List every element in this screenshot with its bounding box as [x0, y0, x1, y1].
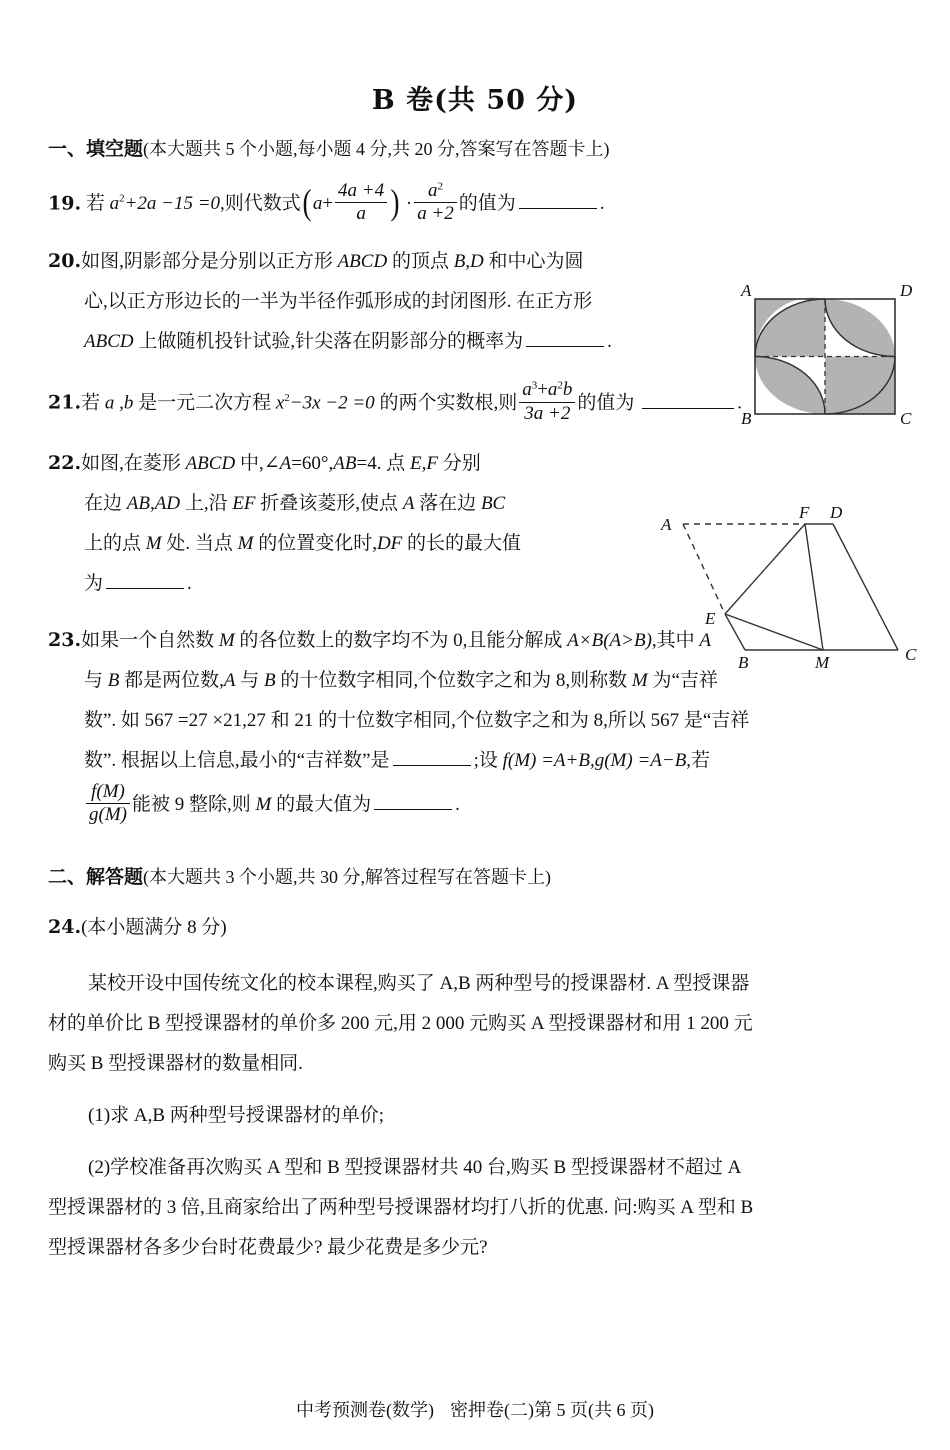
p23-l1b: 的各位数上的数字均不为 0,且能分解成	[239, 630, 563, 652]
p19-dot: ·	[405, 192, 413, 214]
problem-24-question-2-line-2: 型授课器材的 3 倍,且商家给出了两种型号授课器材均打八折的优惠. 问:购买 A 型和 B	[48, 1196, 754, 1218]
problem-24-stem-line-2: 材的单价比 B 型授课器材的单价多 200 元,用 2 000 元购买 A 型授课器材和用 1 200 元	[48, 1012, 753, 1034]
p20-l3-tail: .	[607, 331, 612, 353]
p24-q1: (1)求 A,B 两种型号授课器材的单价;	[88, 1104, 385, 1126]
p19-frac2-num-a: a	[427, 179, 438, 201]
p21-eq-x: x	[275, 392, 285, 414]
p22-l3d: 的长的最大值	[407, 533, 522, 555]
p19-fraction-2	[414, 180, 457, 226]
section-header-fill-in-blanks	[48, 135, 902, 165]
rhombus-labels	[660, 503, 917, 672]
p23-l1-axb: A×B(A>B)	[567, 630, 652, 652]
p22-l2-BC: BC	[480, 493, 506, 515]
problem-19-text	[85, 179, 605, 224]
p22-l1a: 如图,在菱形	[81, 453, 181, 475]
p22-l3c: 的位置变化时,	[258, 533, 377, 555]
p21-fraction	[519, 379, 575, 425]
p19-seg3: 的值为	[458, 192, 516, 214]
p22-l3b: 处. 当点	[166, 533, 233, 555]
problem-23-line-3: 数”. 如 567 =27 ×21,27 和 21 的十位数字相同,个位数字之和为 8,所以 567 是“吉祥	[84, 710, 750, 732]
p21-ab: a ,b	[104, 392, 134, 414]
line-FE	[725, 524, 805, 614]
p20-answer-blank[interactable]	[526, 330, 604, 347]
p21-answer-blank[interactable]	[642, 392, 734, 409]
p24-stem-l1: 某校开设中国传统文化的校本课程,购买了 A,B 两种型号的授课器材. A 型授课器	[88, 972, 750, 994]
page-footer	[0, 1396, 950, 1422]
rhombus-label-B: B	[738, 653, 749, 672]
section-1-name: 一、填空题	[48, 138, 144, 160]
p19-frac1-num: 4a +4	[335, 180, 387, 203]
p21-seg1: 若	[81, 392, 101, 414]
p19-expr-a-sup: 2	[119, 192, 125, 205]
problem-19	[48, 179, 902, 228]
exam-page	[0, 78, 950, 1450]
problem-24-stem-line-1	[48, 964, 902, 1004]
p19-frac1-den: a	[356, 202, 366, 224]
p22-l2-AD: AD	[154, 493, 181, 515]
rhombus-label-C: C	[905, 645, 917, 664]
p21-frac-num-a-sup: 3	[531, 380, 538, 393]
p21-frac-num-a: a	[522, 379, 532, 401]
problem-21-number: 21.	[48, 391, 82, 414]
p23-frac-num: f(M)	[86, 781, 130, 804]
problem-24-header	[48, 907, 902, 948]
p20-l1-abcd: ABCD	[337, 251, 388, 273]
p21-frac-num-b: b	[562, 379, 573, 401]
figure-problem-22	[653, 502, 928, 677]
p22-l2-A: A	[402, 493, 415, 515]
rhombus-label-A: A	[661, 515, 672, 534]
p19-frac2-num	[414, 180, 457, 203]
p19-paren-open: (	[302, 182, 312, 223]
p19-expr-rest: +2a −15 =0	[124, 192, 221, 214]
p19-paren-close: )	[390, 182, 400, 223]
p22-l2-EF: EF	[232, 493, 256, 515]
p23-l1-M: M	[218, 630, 235, 652]
p23-l4-f: f(M) =A+B,g(M) =A−B	[502, 750, 687, 772]
p23-l1a: 如果一个自然数	[81, 630, 215, 652]
square-label-B: B	[741, 409, 752, 428]
page-title: B 卷(共 50 分)	[371, 85, 579, 116]
problem-24-number: 24.	[48, 915, 82, 938]
p21-frac-num-plus: +	[537, 379, 548, 401]
p22-l1e: 分别	[442, 453, 481, 475]
problem-24-question-2-line-1	[48, 1148, 902, 1188]
line-EM	[725, 614, 823, 650]
p22-l1-AB: AB	[333, 453, 357, 475]
footer-volume: 密押卷(二)第 5 页(共 6 页)	[450, 1400, 654, 1420]
p23-l2e: 为“吉祥	[652, 670, 718, 692]
p22-l2-AB: AB	[126, 493, 150, 515]
rhombus-label-E: E	[705, 609, 716, 628]
p21-seg3: 的两个实数根,则	[379, 392, 518, 414]
p20-l1b: 的顶点	[391, 251, 449, 273]
p19-tail: .	[599, 192, 605, 214]
rhombus-label-D: D	[830, 503, 843, 522]
section-2-desc: (本大题共 3 个小题,共 30 分,解答过程写在答题卡上)	[143, 867, 552, 888]
p22-l2c: 上,沿	[184, 493, 228, 515]
p22-l3-DF: DF	[376, 533, 403, 555]
rhombus-solid-lines	[725, 524, 898, 650]
square-label-A: A	[741, 281, 752, 300]
p22-l1c: =60°,	[291, 453, 334, 475]
p20-l3a: 上做随机投针试验,针尖落在阴影部分的概率为	[138, 331, 524, 353]
p23-l4b: ;设	[473, 750, 498, 772]
p23-l1-A: A	[699, 630, 712, 652]
problem-20-line-2: 心,以正方形边长的一半为半径作弧形成的封闭图形. 在正方形	[84, 291, 593, 313]
p20-l3-abcd: ABCD	[84, 331, 134, 353]
rhombus-abcd-diagram	[653, 502, 928, 672]
p22-l1d: =4. 点	[356, 453, 406, 475]
p22-l3-M2: M	[237, 533, 254, 555]
p22-l3a: 上的点	[84, 533, 142, 555]
p19-inner-a: a	[312, 192, 323, 214]
p22-l3-M: M	[145, 533, 162, 555]
square-abcd-diagram	[730, 274, 920, 434]
rhombus-label-M: M	[815, 653, 830, 672]
p23-l5-M: M	[255, 794, 272, 816]
p20-l1a: 如图,阴影部分是分别以正方形	[81, 251, 333, 273]
p22-l4: 为	[84, 573, 104, 595]
p19-seg2: ,则代数式	[220, 192, 301, 214]
p19-seg1: 若	[85, 192, 105, 214]
problem-24	[48, 907, 902, 1268]
p23-l2-B2: B	[264, 670, 276, 692]
line-DC	[833, 524, 898, 650]
square-label-D: D	[900, 281, 913, 300]
p23-l2-A: A	[223, 670, 236, 692]
p22-l4-tail: .	[187, 573, 192, 595]
problem-23-line-4	[48, 741, 902, 781]
p23-frac-den: g(M)	[89, 804, 127, 826]
p22-answer-blank[interactable]	[106, 572, 184, 589]
p23-fraction	[86, 781, 130, 827]
p23-l4a: 数”. 根据以上信息,最小的“吉祥数”是	[84, 750, 390, 772]
p22-l2d: 折叠该菱形,使点	[260, 493, 399, 515]
line-AE-dashed	[683, 524, 725, 614]
p23-l2d: 的十位数字相同,个位数字之和为 8,则称数	[280, 670, 628, 692]
p21-eq-x-sup: 2	[284, 392, 290, 405]
problem-19-number: 19.	[48, 191, 82, 214]
line-EB	[725, 614, 745, 650]
p19-answer-blank[interactable]	[519, 192, 597, 209]
p20-l1c: 和中心为圆	[488, 251, 584, 273]
line-FM	[805, 524, 823, 650]
p21-seg2: 是一元二次方程	[138, 392, 272, 414]
problem-20-number: 20.	[48, 250, 82, 273]
p23-l5-tail: .	[455, 794, 460, 816]
section-header-solutions	[48, 863, 902, 893]
p23-l5a: 能被 9 整除,则	[131, 794, 251, 816]
problem-24-question-1	[48, 1096, 902, 1136]
problem-23-line-5	[48, 781, 902, 829]
problem-24-stem-line-3: 购买 B 型授课器材的数量相同.	[48, 1052, 303, 1074]
p23-l4c: ,若	[686, 750, 711, 772]
p23-l2b: 都是两位数,	[124, 670, 224, 692]
p19-expr-a: a	[109, 192, 120, 214]
figure-problem-20	[730, 274, 920, 439]
p23-answer-blank-2[interactable]	[374, 793, 452, 810]
p23-l2a: 与	[84, 670, 104, 692]
footer-paper-name: 中考预测卷(数学)	[296, 1400, 434, 1420]
square-label-C: C	[900, 409, 912, 428]
p19-frac2-num-sup: 2	[437, 180, 443, 193]
p21-seg4: 的值为	[577, 392, 635, 414]
p20-l1-bd: B,D	[453, 251, 484, 273]
p23-l1c: ,其中	[651, 630, 695, 652]
problem-22-number: 22.	[48, 452, 82, 475]
p24-score: (本小题满分 8 分)	[81, 916, 227, 938]
p19-plus: +	[322, 192, 334, 214]
p21-tail: .	[737, 392, 742, 414]
problem-22-line-1	[48, 443, 902, 484]
p22-l2b: ,	[149, 493, 155, 515]
p22-l2a: 在边	[84, 493, 123, 515]
p22-l1-EF: E,F	[409, 453, 438, 475]
p19-frac2-den: a +2	[417, 202, 454, 224]
p23-l2-M: M	[631, 670, 648, 692]
problem-23-number: 23.	[48, 629, 82, 652]
section-1-desc: (本大题共 5 个小题,每小题 4 分,共 20 分,答案写在答题卡上)	[143, 139, 610, 159]
p22-l1-A: A	[279, 453, 292, 475]
p21-frac-num	[519, 379, 575, 402]
p22-l1b: 中,∠	[239, 453, 280, 475]
p24-q2-l1: (2)学校准备再次购买 A 型和 B 型授课器材共 40 台,购买 B 型授课器材不超过 A	[88, 1156, 742, 1178]
p21-frac-den: 3a +2	[524, 402, 571, 424]
p21-frac-num-a2: a	[547, 379, 558, 401]
p21-eq-rest: −3x −2 =0	[289, 392, 375, 414]
p21-frac-num-a2-sup: 2	[557, 380, 563, 393]
rhombus-label-F: F	[799, 503, 810, 522]
p23-answer-blank-1[interactable]	[393, 749, 471, 766]
p23-l5b: 的最大值为	[276, 794, 372, 816]
p22-l2e: 落在边	[419, 493, 477, 515]
p22-l1-abcd: ABCD	[185, 453, 236, 475]
p19-fraction-1	[335, 180, 387, 226]
p23-l2c: 与	[240, 670, 260, 692]
problem-24-question-2-line-3: 型授课器材各多少台时花费最少? 最少花费是多少元?	[48, 1236, 488, 1258]
rhombus-dashed-lines	[683, 524, 805, 614]
p23-l2-B: B	[107, 670, 120, 692]
section-2-name: 二、解答题	[48, 866, 144, 889]
